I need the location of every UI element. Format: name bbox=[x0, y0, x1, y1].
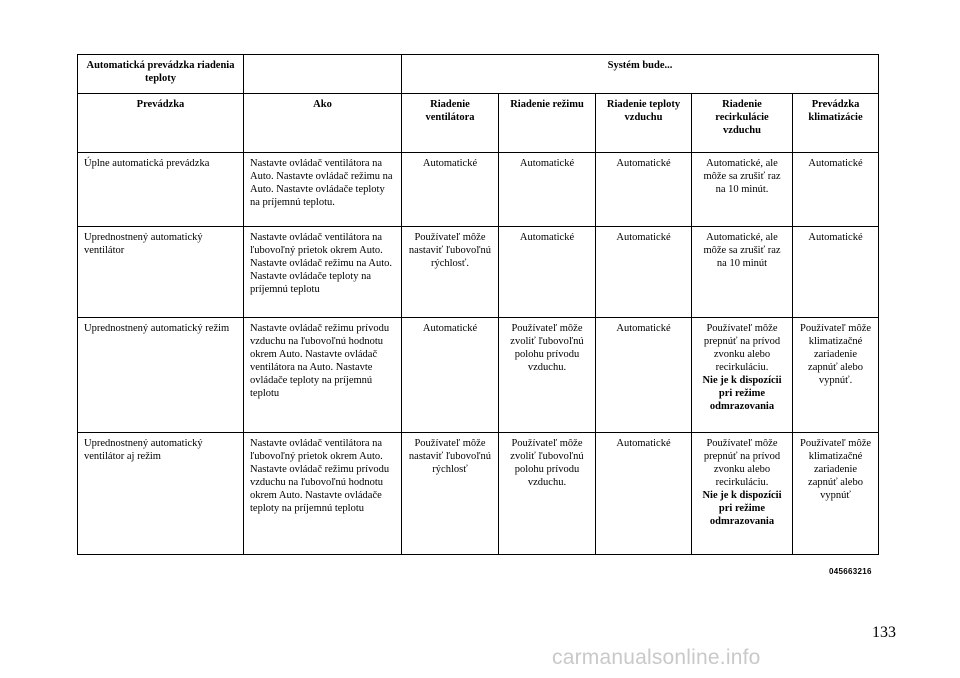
cell-fan: Automatické bbox=[402, 153, 499, 227]
cell-ako: Nastavte ovládač ventilátora na ľubovoľný prietok okrem Auto. Nastavte ovládač režimu prívodu vzduchu na ľubovoľnú hodnotu okrem Auto. Nastavte ovládače teploty na príjemnú teplotu bbox=[244, 433, 402, 555]
cell-temperature: Automatické bbox=[596, 153, 692, 227]
header-row-columns bbox=[78, 94, 879, 153]
cell-recirculation-text: Automatické, ale môže sa zrušiť raz na 10 minút. bbox=[703, 158, 781, 195]
cell-fan: Automatické bbox=[402, 318, 499, 433]
table-row bbox=[78, 433, 879, 555]
cell-ako: Nastavte ovládač režimu prívodu vzduchu na ľubovoľnú hodnotu okrem Auto. Nastavte ovládač ventilátora na Auto. Nastavte ovládače teploty na príjemnú teplotu bbox=[244, 318, 402, 433]
defrost-note: Nie je k dispozícii pri režime odmrazovania bbox=[702, 375, 782, 412]
header-auto-control: Automatická prevádzka riadenia teploty bbox=[78, 55, 244, 94]
cell-mode: Automatické bbox=[499, 227, 596, 318]
table-row bbox=[78, 153, 879, 227]
page-number: 133 bbox=[872, 624, 896, 641]
table-row bbox=[78, 227, 879, 318]
cell-ac: Automatické bbox=[793, 227, 879, 318]
column-header-ako: Ako bbox=[244, 94, 402, 153]
cell-temperature: Automatické bbox=[596, 433, 692, 555]
cell-prevadzka: Uprednostnený automatický ventilátor bbox=[78, 227, 244, 318]
header-empty-cell bbox=[244, 55, 402, 94]
cell-ac: Automatické bbox=[793, 153, 879, 227]
climate-control-table bbox=[77, 54, 879, 555]
defrost-note: Nie je k dispozícii pri režime odmrazovania bbox=[702, 490, 782, 527]
cell-mode: Používateľ môže zvoliť ľubovoľnú polohu prívodu vzduchu. bbox=[499, 318, 596, 433]
cell-ako: Nastavte ovládač ventilátora na ľubovoľný prietok okrem Auto. Nastavte ovládač režimu na Auto. Nastavte ovládače teploty na príjemnú teplotu bbox=[244, 227, 402, 318]
column-header-mode-control: Riadenie režimu bbox=[499, 94, 596, 153]
watermark: carmanualsonline.info bbox=[552, 646, 761, 669]
cell-temperature: Automatické bbox=[596, 318, 692, 433]
cell-recirculation-text: Používateľ môže prepnúť na prívod zvonku alebo recirkuláciu. bbox=[703, 323, 781, 373]
cell-recirculation bbox=[692, 227, 793, 318]
cell-ac: Používateľ môže klimatizačné zariadenie zapnúť alebo vypnúť. bbox=[793, 318, 879, 433]
table-row bbox=[78, 318, 879, 433]
column-header-temperature-control: Riadenie teploty vzduchu bbox=[596, 94, 692, 153]
figure-code: 045663216 bbox=[829, 567, 872, 576]
cell-ac: Používateľ môže klimatizačné zariadenie zapnúť alebo vypnúť bbox=[793, 433, 879, 555]
cell-ako: Nastavte ovládač ventilátora na Auto. Nastavte ovládač režimu na Auto. Nastavte ovládače teploty na príjemnú teplotu. bbox=[244, 153, 402, 227]
cell-prevadzka: Uprednostnený automatický ventilátor aj režim bbox=[78, 433, 244, 555]
cell-temperature: Automatické bbox=[596, 227, 692, 318]
cell-prevadzka: Uprednostnený automatický režim bbox=[78, 318, 244, 433]
cell-mode: Používateľ môže zvoliť ľubovoľnú polohu prívodu vzduchu. bbox=[499, 433, 596, 555]
column-header-recirculation-control: Riadenie recirkulácie vzduchu bbox=[692, 94, 793, 153]
cell-recirculation-text: Automatické, ale môže sa zrušiť raz na 10 minút bbox=[703, 232, 781, 269]
cell-fan: Používateľ môže nastaviť ľubovoľnú rýchlosť. bbox=[402, 227, 499, 318]
header-system-will: Systém bude... bbox=[402, 55, 879, 94]
cell-recirculation-text: Používateľ môže prepnúť na prívod zvonku alebo recirkuláciu. bbox=[703, 438, 781, 488]
column-header-fan-control: Riadenie ventilátora bbox=[402, 94, 499, 153]
cell-recirculation bbox=[692, 153, 793, 227]
column-header-ac-operation: Prevádzka klimatizácie bbox=[793, 94, 879, 153]
cell-recirculation bbox=[692, 318, 793, 433]
cell-prevadzka: Úplne automatická prevádzka bbox=[78, 153, 244, 227]
header-row-groups bbox=[78, 55, 879, 94]
column-header-prevadzka: Prevádzka bbox=[78, 94, 244, 153]
cell-recirculation bbox=[692, 433, 793, 555]
cell-fan: Používateľ môže nastaviť ľubovoľnú rýchlosť bbox=[402, 433, 499, 555]
cell-mode: Automatické bbox=[499, 153, 596, 227]
